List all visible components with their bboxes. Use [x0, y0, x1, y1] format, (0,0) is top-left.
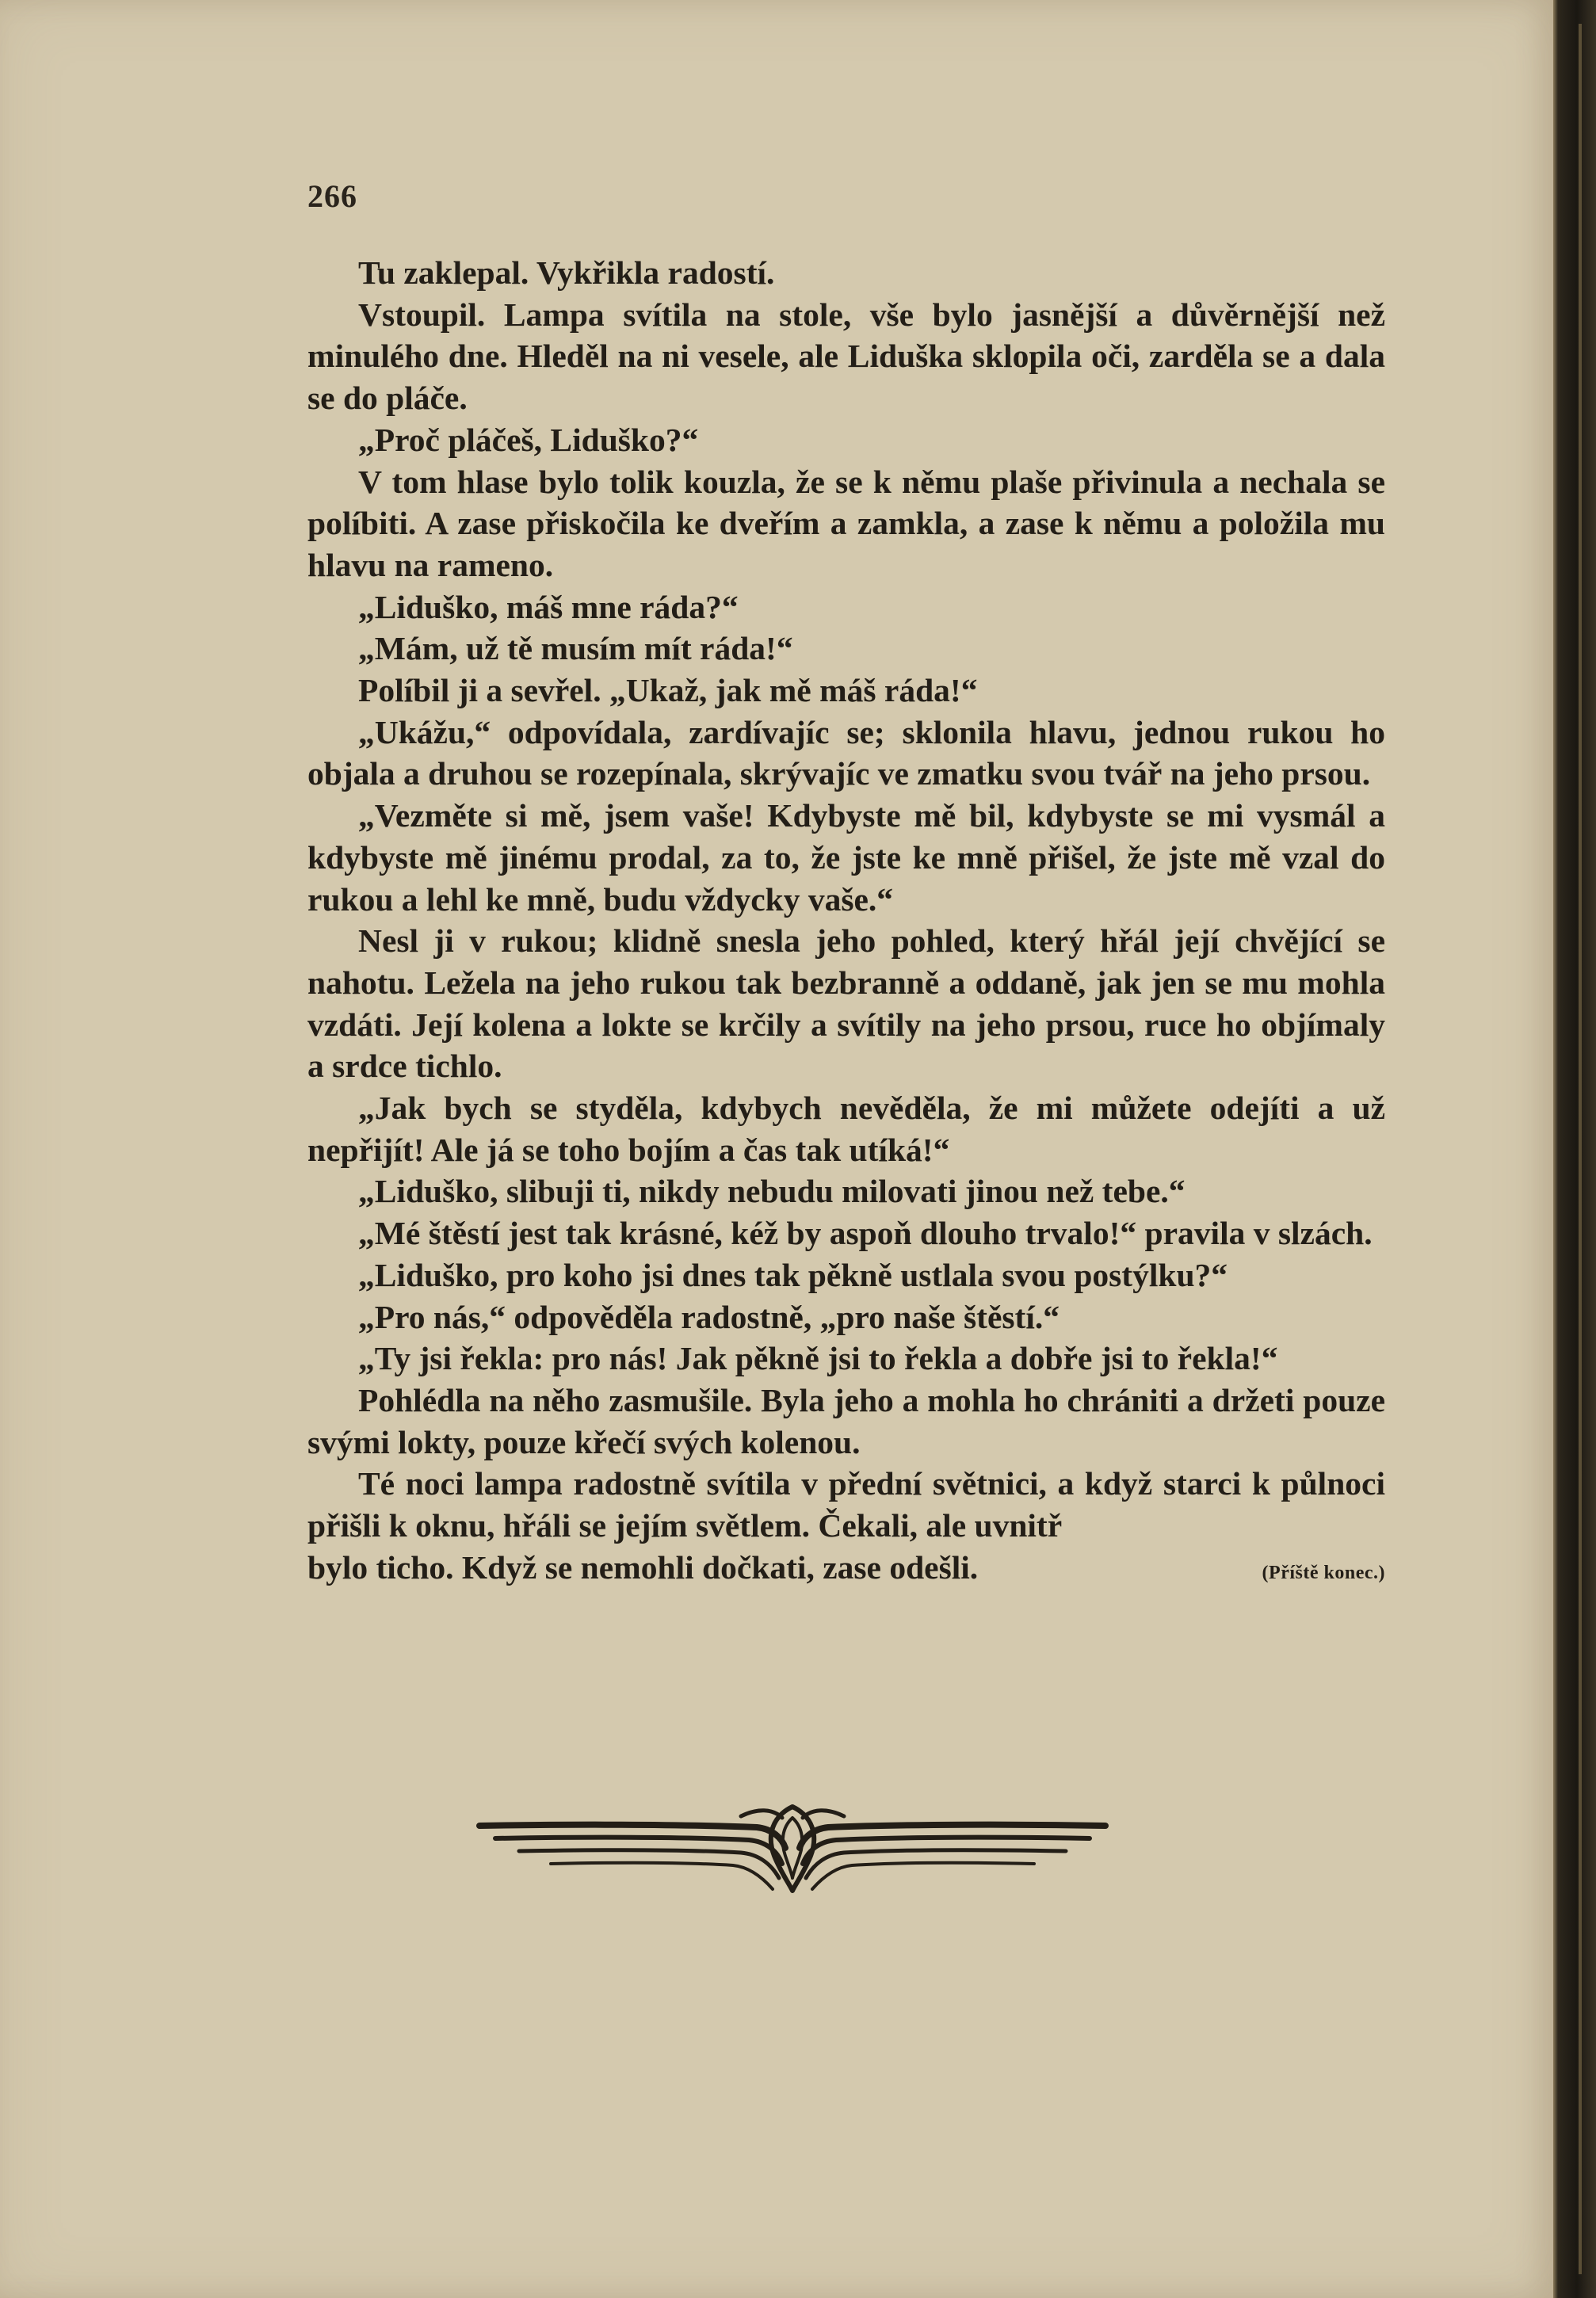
- paragraph-15: „Pro nás,“ odpověděla radostně, „pro naše štěstí.“: [358, 1298, 1060, 1335]
- paragraph-8: „Ukážu,“ odpovídala, zardívajíc se; sklonila hlavu, jednou rukou ho objala a druhou se rozepínala, skrývajíc ve zmatku svou tvář na jeho prsou.: [307, 713, 1385, 792]
- continuation-note: (Příště konec.): [1262, 1562, 1385, 1583]
- paragraph-4: V tom hlase bylo tolik kouzla, že se k němu plaše přivinula a nechala se políbiti. A zase přiskočila ke dveřím a zamkla, a zase k němu a položila mu hlavu na rameno.: [307, 463, 1385, 583]
- paragraph-10: Nesl ji v rukou; klidně snesla jeho pohled, který hřál její chvějící se nahotu. Ležela na jeho rukou tak bezbranně a oddaně, jak jen se mu mohla vzdáti. Její kolena a lokte se krčily a svítily na jeho prsou, ruce ho objímaly a srdce tichlo.: [307, 922, 1385, 1085]
- book-binding: [1553, 0, 1596, 2298]
- page-number: 266: [307, 178, 357, 214]
- paragraph-11: „Jak bych se styděla, kdybych nevěděla, že mi můžete odejíti a už nepřijít! Ale já se toho bojím a čas tak utíká!“: [307, 1090, 1385, 1168]
- paragraph-14: „Liduško, pro koho jsi dnes tak pěkně ustlala svou postýlku?“: [358, 1256, 1228, 1293]
- binding-edge: [1579, 24, 1582, 2274]
- paragraph-17: Pohlédla na něho zasmušile. Byla jeho a mohla ho chrániti a držeti pouze svými lokty, pouze křečí svých kolenou.: [307, 1381, 1385, 1460]
- paragraph-1: Tu zaklepal. Vykřikla radostí.: [358, 254, 775, 291]
- paragraph-13: „Mé štěstí jest tak krásné, kéž by aspoň dlouho trvalo!“ pravila v slzách.: [358, 1215, 1373, 1252]
- paragraph-5: „Liduško, máš mne ráda?“: [358, 588, 739, 625]
- paragraph-6: „Mám, už tě musím mít ráda!“: [358, 630, 793, 667]
- paragraph-3: „Proč pláčeš, Liduško?“: [358, 421, 699, 458]
- paragraph-16: „Ty jsi řekla: pro nás! Jak pěkně jsi to řekla a dobře jsi to řekla!“: [358, 1340, 1278, 1377]
- story-text: [307, 252, 1385, 1594]
- paragraph-2: Vstoupil. Lampa svítila na stole, vše bylo jasnější a důvěrnější než minulého dne. Hleděl na ni vesele, ale Liduška sklopila oči, zarděla se a dala se do pláče.: [307, 296, 1385, 417]
- paragraph-12: „Liduško, slibuji ti, nikdy nebudu milovati jinou než tebe.“: [358, 1173, 1186, 1210]
- paragraph-7: Políbil ji a sevřel. „Ukaž, jak mě máš ráda!“: [358, 672, 978, 709]
- paragraph-9: „Vezměte si mě, jsem vaše! Kdybyste mě bil, kdybyste se mi vysmál a kdybyste mě jinému prodal, za to, že jste ke mně přišel, že jste mě vzal do rukou a lehl ke mně, budu vždycky vaše.“: [307, 797, 1385, 918]
- final-line: [307, 1547, 1385, 1594]
- final-line-text: bylo ticho. Když se nemohli dočkati, zase odešli.: [307, 1548, 979, 1586]
- paragraph-18: Té noci lampa radostně svítila v přední světnici, a když starci k půlnoci přišli k oknu, hřáli se jejím světlem. Čekali, ale uvnitř: [307, 1465, 1385, 1544]
- ornament-divider: [472, 1800, 1113, 1894]
